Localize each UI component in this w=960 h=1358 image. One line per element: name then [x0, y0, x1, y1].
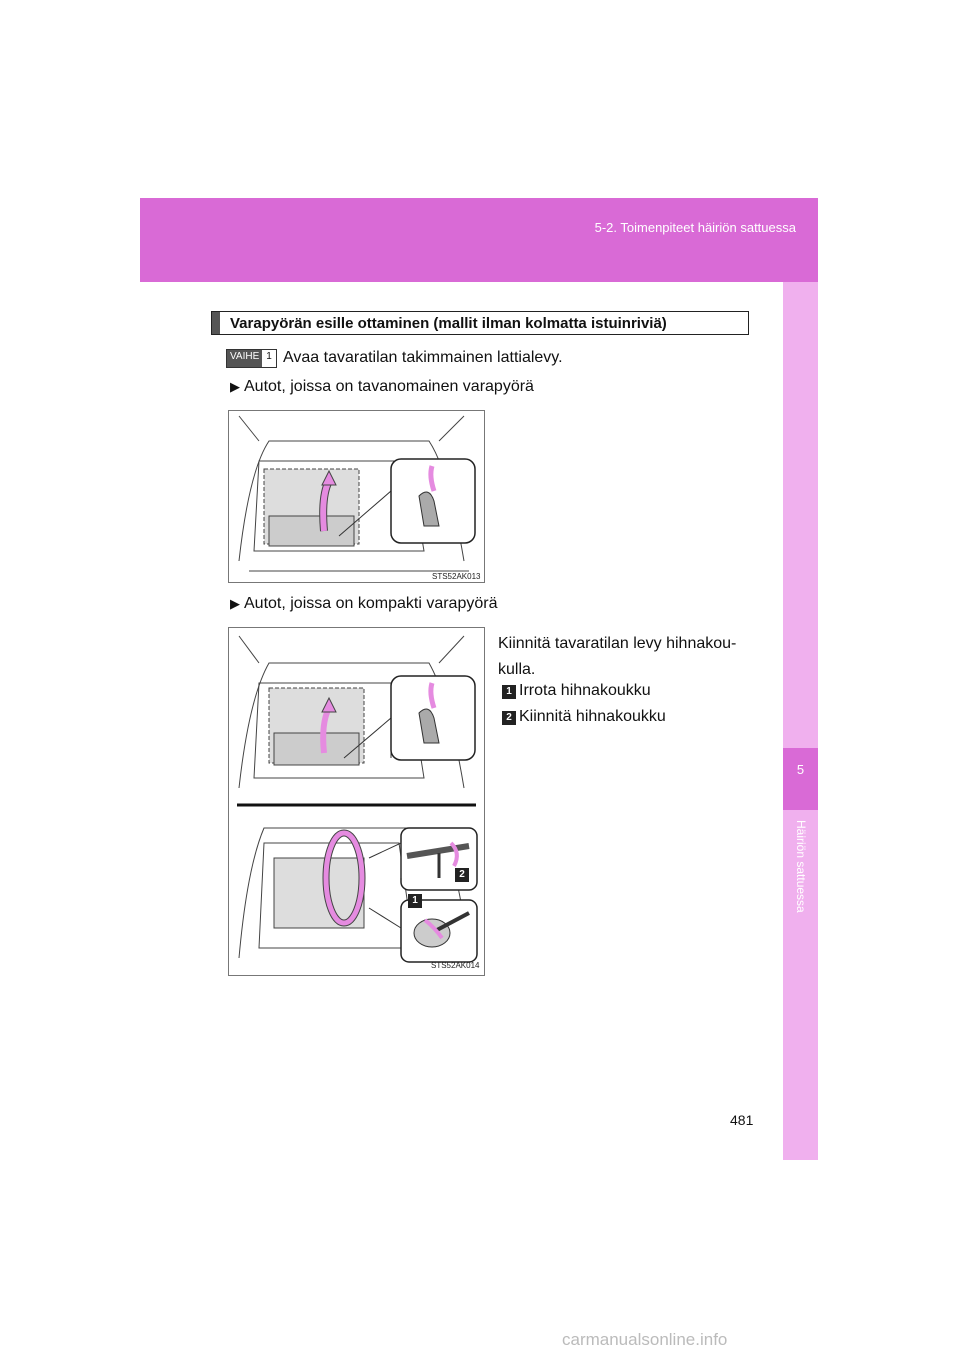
side-tab	[783, 282, 818, 1160]
bullet-2: ▶ Autot, joissa on kompakti varapyörä	[230, 595, 498, 612]
figure-2-label-1: 1	[408, 894, 422, 908]
item-2: 2 Kiinnitä hihnakoukku	[502, 708, 666, 726]
side-tab-marker	[783, 748, 818, 810]
figure-1	[228, 410, 485, 583]
side-tab-label: Häiriön sattuessa	[794, 820, 808, 913]
bullet-1: ▶ Autot, joissa on tavanomainen varapyörä	[230, 378, 534, 395]
header-band	[140, 198, 818, 282]
section-title: Varapyörän esille ottaminen (mallit ilman kolmatta istuinriviä)	[211, 311, 749, 335]
side-tab-number: 5	[796, 762, 805, 777]
figure-2-code: STS52AK014	[431, 961, 480, 970]
side-text: Kiinnitä tavaratilan levy hihnakou- kulla.	[498, 635, 737, 678]
figure-2	[228, 627, 485, 976]
header-section: 5-2. Toimenpiteet häiriön sattuessa	[594, 220, 796, 235]
figure-2-illustration	[229, 628, 484, 975]
figure-1-code: STS52AK013	[432, 572, 481, 581]
footer-watermark: carmanualsonline.info	[562, 1330, 728, 1349]
step-badge: VAIHE 1	[226, 349, 277, 368]
figure-1-illustration	[229, 411, 484, 582]
page-number: 481	[730, 1112, 754, 1128]
step-text: Avaa tavaratilan takimmainen lattialevy.	[283, 349, 563, 366]
figure-2-label-2: 2	[455, 868, 469, 882]
item-1: 1 Irrota hihnakoukku	[502, 682, 651, 700]
